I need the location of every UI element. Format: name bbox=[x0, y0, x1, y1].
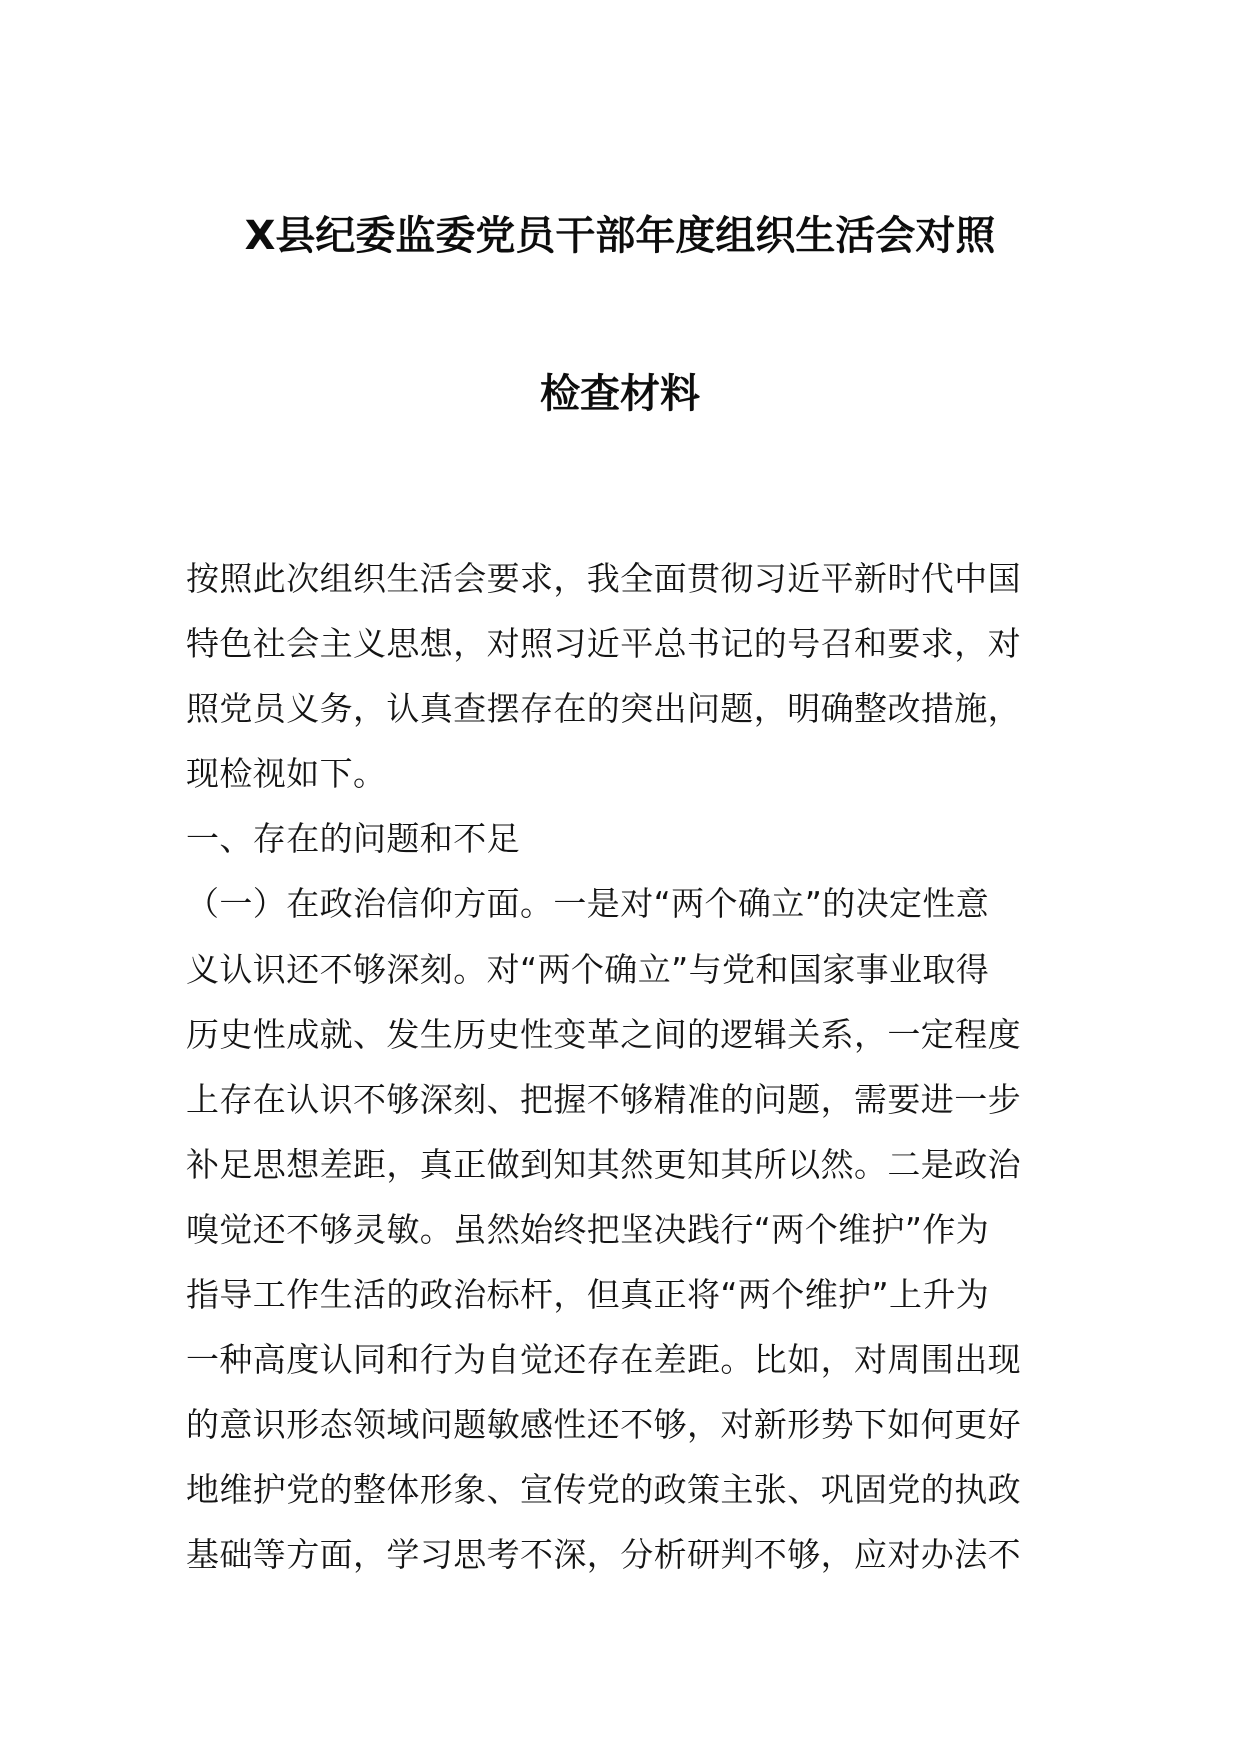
section-heading: 一、存在的问题和不足 bbox=[186, 819, 520, 859]
document-title-line-2: 检查材料 bbox=[540, 371, 700, 417]
body-line: 特色社会主义思想，对照习近平总书记的号召和要求，对 bbox=[186, 624, 1021, 664]
body-line: 照党员义务，认真查摆存在的突出问题，明确整改措施， bbox=[186, 689, 1021, 729]
body-line: 的意识形态领域问题敏感性还不够，对新形势下如何更好 bbox=[186, 1405, 1021, 1445]
body-line: 地维护党的整体形象、宣传党的政策主张、巩固党的执政 bbox=[186, 1470, 1021, 1510]
body-line: 上存在认识不够深刻、把握不够精准的问题，需要进一步 bbox=[186, 1079, 1021, 1119]
body-line: 一种高度认同和行为自觉还存在差距。比如，对周围出现 bbox=[186, 1340, 1021, 1380]
document-body bbox=[186, 546, 1060, 1588]
body-line: 义认识还不够深刻。对“两个确立”与党和国家事业取得 bbox=[186, 949, 990, 989]
body-line: 指导工作生活的政治标杆，但真正将“两个维护”上升为 bbox=[186, 1275, 990, 1315]
body-line: 嗅觉还不够灵敏。虽然始终把坚决践行“两个维护”作为 bbox=[186, 1209, 990, 1249]
body-line: （一）在政治信仰方面。一是对“两个确立”的决定性意 bbox=[186, 884, 990, 924]
body-line: 现检视如下。 bbox=[186, 754, 387, 794]
body-line: 基础等方面，学习思考不深，分析研判不够，应对办法不 bbox=[186, 1535, 1021, 1575]
body-line: 历史性成就、发生历史性变革之间的逻辑关系，一定程度 bbox=[186, 1014, 1021, 1054]
document-title-line-1: X县纪委监委党员干部年度组织生活会对照 bbox=[244, 213, 996, 259]
body-line: 补足思想差距，真正做到知其然更知其所以然。二是政治 bbox=[186, 1144, 1021, 1184]
body-line: 按照此次组织生活会要求，我全面贯彻习近平新时代中国 bbox=[186, 559, 1021, 598]
